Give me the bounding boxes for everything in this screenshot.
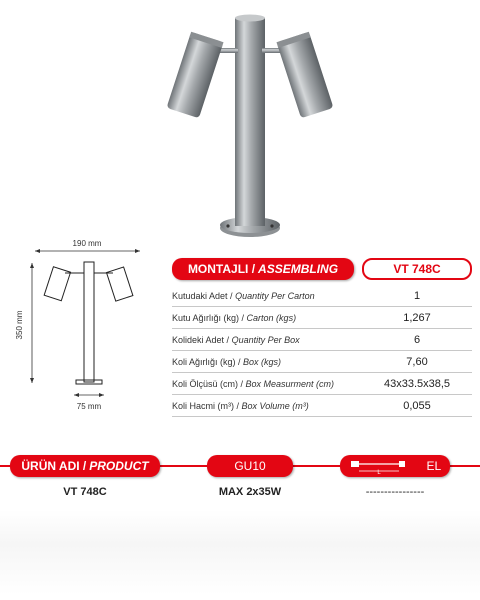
spec-label: Koli Hacmi (m³) / Box Volume (m³): [172, 400, 309, 411]
spec-value: 43x33.5x38,5: [383, 377, 451, 390]
spec-row: [172, 285, 472, 307]
cable-length-icon: [349, 458, 409, 474]
product-label-tr: ÜRÜN ADI /: [21, 459, 87, 473]
spec-row: [172, 351, 472, 373]
cable-label: EL: [426, 459, 442, 473]
lamp-badge: [207, 455, 293, 477]
product-photo: [150, 10, 350, 245]
base-dimension: 75 mm: [76, 402, 102, 411]
spec-value: 6: [413, 333, 421, 346]
dimension-drawing: [10, 235, 160, 420]
spec-row: [172, 373, 472, 395]
spec-value: 1: [413, 289, 421, 302]
product-label-en: PRODUCT: [89, 459, 149, 473]
cable-icon-letter: L: [377, 470, 381, 474]
spec-row: [172, 395, 472, 417]
cable-badge: [340, 455, 450, 477]
width-dimension: 190 mm: [72, 239, 102, 248]
spec-label: Koli Ağırlığı (kg) / Box (kgs): [172, 356, 282, 367]
assembly-label-en: ASSEMBLING: [258, 262, 339, 276]
product-name-value: VT 748C: [63, 486, 107, 498]
cable-value: ----------------: [365, 486, 425, 498]
spec-row: [172, 307, 472, 329]
assembly-badge: [172, 258, 354, 280]
assembly-label-tr: MONTAJLI /: [187, 262, 256, 276]
spec-label: Kolideki Adet / Quantity Per Box: [172, 334, 300, 345]
product-name-badge: [10, 455, 160, 477]
spec-label: Koli Ölçüsü (cm) / Box Measurment (cm): [172, 378, 335, 389]
lamp-label: GU10: [234, 459, 266, 473]
spec-value: 7,60: [406, 355, 428, 368]
spec-value: 1,267: [403, 311, 431, 324]
model-code: VT 748C: [393, 262, 441, 276]
height-dimension: 350 mm: [15, 310, 24, 340]
model-code-badge: [362, 258, 472, 280]
spec-label: Kutu Ağırlığı (kg) / Carton (kgs): [172, 312, 297, 323]
spec-value: 0,055: [403, 399, 431, 412]
spec-label: Kutudaki Adet / Quantity Per Carton: [172, 290, 315, 301]
lamp-value: MAX 2x35W: [218, 486, 282, 498]
spec-row: [172, 329, 472, 351]
faded-background: [0, 510, 480, 595]
spec-table: [172, 285, 472, 417]
